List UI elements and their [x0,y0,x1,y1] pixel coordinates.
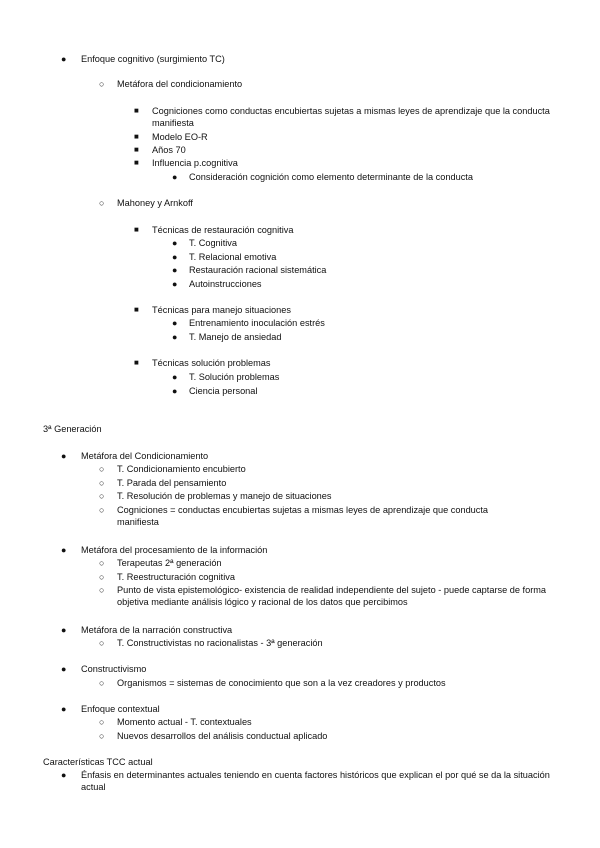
bullet-circle-icon: ○ [99,478,105,488]
bullet-square-icon: ■ [134,225,139,234]
subsection-title: Mahoney y Arnkoff [117,198,193,208]
bullet-disc-icon: ● [61,54,67,64]
group-title: Metáfora del procesamiento de la información [81,545,268,555]
list-item: Ciencia personal [189,386,258,396]
list-item: T. Parada del pensamiento [117,478,227,488]
bullet-square-icon: ■ [134,158,139,167]
bullet-circle-icon: ○ [99,558,105,568]
list-item: T. Reestructuración cognitiva [117,572,235,582]
bullet-circle-icon: ○ [99,638,105,648]
bullet-square-icon: ■ [134,145,139,154]
group-title: Metáfora de la narración constructiva [81,625,233,635]
list-item: Años 70 [152,145,186,155]
list-item: Modelo EO-R [152,132,208,142]
list-item: Punto de vista epistemológico- existencia de realidad independiente del sujeto - puede captarse de forma objetiva mediante análisis lógico y racional de los datos que percibimos [117,585,547,607]
bullet-circle-icon: ○ [99,505,105,515]
group-title: Metáfora del Condicionamiento [81,451,209,461]
bullet-square-icon: ■ [134,358,139,367]
list-item: Nuevos desarrollos del análisis conductual aplicado [117,731,328,741]
subsection-title: Metáfora del condicionamiento [117,79,243,89]
list-item: Influencia p.cognitiva [152,158,238,168]
bullet-disc-icon: ● [61,545,67,555]
bullet-circle-icon: ○ [99,464,105,474]
section-heading: 3ª Generación [43,424,102,434]
list-item: Terapeutas 2ª generación [117,558,222,568]
bullet-circle-icon: ○ [99,731,105,741]
bullet-disc-icon: ● [61,770,67,780]
list-item: Técnicas solución problemas [152,358,271,368]
list-item: Momento actual - T. contextuales [117,717,252,727]
bullet-circle-icon: ○ [99,678,105,688]
list-item: T. Solución problemas [189,372,280,382]
list-item: Consideración cognición como elemento determinante de la conducta [189,172,473,182]
list-item: T. Relacional emotiva [189,252,277,262]
bullet-circle-icon: ○ [99,585,105,595]
bullet-circle-icon: ○ [99,79,105,89]
bullet-square-icon: ■ [134,305,139,314]
group-title: Enfoque contextual [81,704,160,714]
section-heading: Características TCC actual [43,757,153,767]
section-title: Enfoque cognitivo (surgimiento TC) [81,54,225,64]
list-item: T. Cognitiva [189,238,237,248]
bullet-circle-icon: ○ [99,572,105,582]
bullet-disc-icon: ● [172,332,178,342]
list-item: T. Resolución de problemas y manejo de situaciones [117,491,332,501]
bullet-disc-icon: ● [172,238,178,248]
bullet-square-icon: ■ [134,132,139,141]
bullet-circle-icon: ○ [99,198,105,208]
group-title: Constructivismo [81,664,147,674]
list-item: Cogniciones como conductas encubiertas sujetas a mismas leyes de aprendizaje que la conducta manifiesta [152,106,550,128]
bullet-disc-icon: ● [61,451,67,461]
list-item: T. Manejo de ansiedad [189,332,282,342]
list-item: Restauración racional sistemática [189,265,327,275]
bullet-disc-icon: ● [172,386,178,396]
bullet-disc-icon: ● [172,318,178,328]
list-item: Énfasis en determinantes actuales teniendo en cuenta factores históricos que explican el por qué se da la situación actual [81,770,550,792]
bullet-disc-icon: ● [172,372,178,382]
bullet-circle-icon: ○ [99,491,105,501]
bullet-circle-icon: ○ [99,717,105,727]
bullet-disc-icon: ● [172,265,178,275]
list-item: T. Condicionamiento encubierto [117,464,246,474]
list-item: Técnicas para manejo situaciones [152,305,291,315]
bullet-square-icon: ■ [134,106,139,115]
list-item: Entrenamiento inoculación estrés [189,318,325,328]
list-item: T. Constructivistas no racionalistas - 3ª generación [117,638,323,648]
list-item: Autoinstrucciones [189,279,262,289]
bullet-disc-icon: ● [61,625,67,635]
list-item: Cogniciones = conductas encubiertas sujetas a mismas leyes de aprendizaje que conducta manifiesta [117,505,489,527]
bullet-disc-icon: ● [172,252,178,262]
bullet-disc-icon: ● [172,172,178,182]
list-item: Técnicas de restauración cognitiva [152,225,294,235]
bullet-disc-icon: ● [61,664,67,674]
bullet-disc-icon: ● [172,279,178,289]
bullet-disc-icon: ● [61,704,67,714]
list-item: Organismos = sistemas de conocimiento que son a la vez creadores y productos [117,678,446,688]
